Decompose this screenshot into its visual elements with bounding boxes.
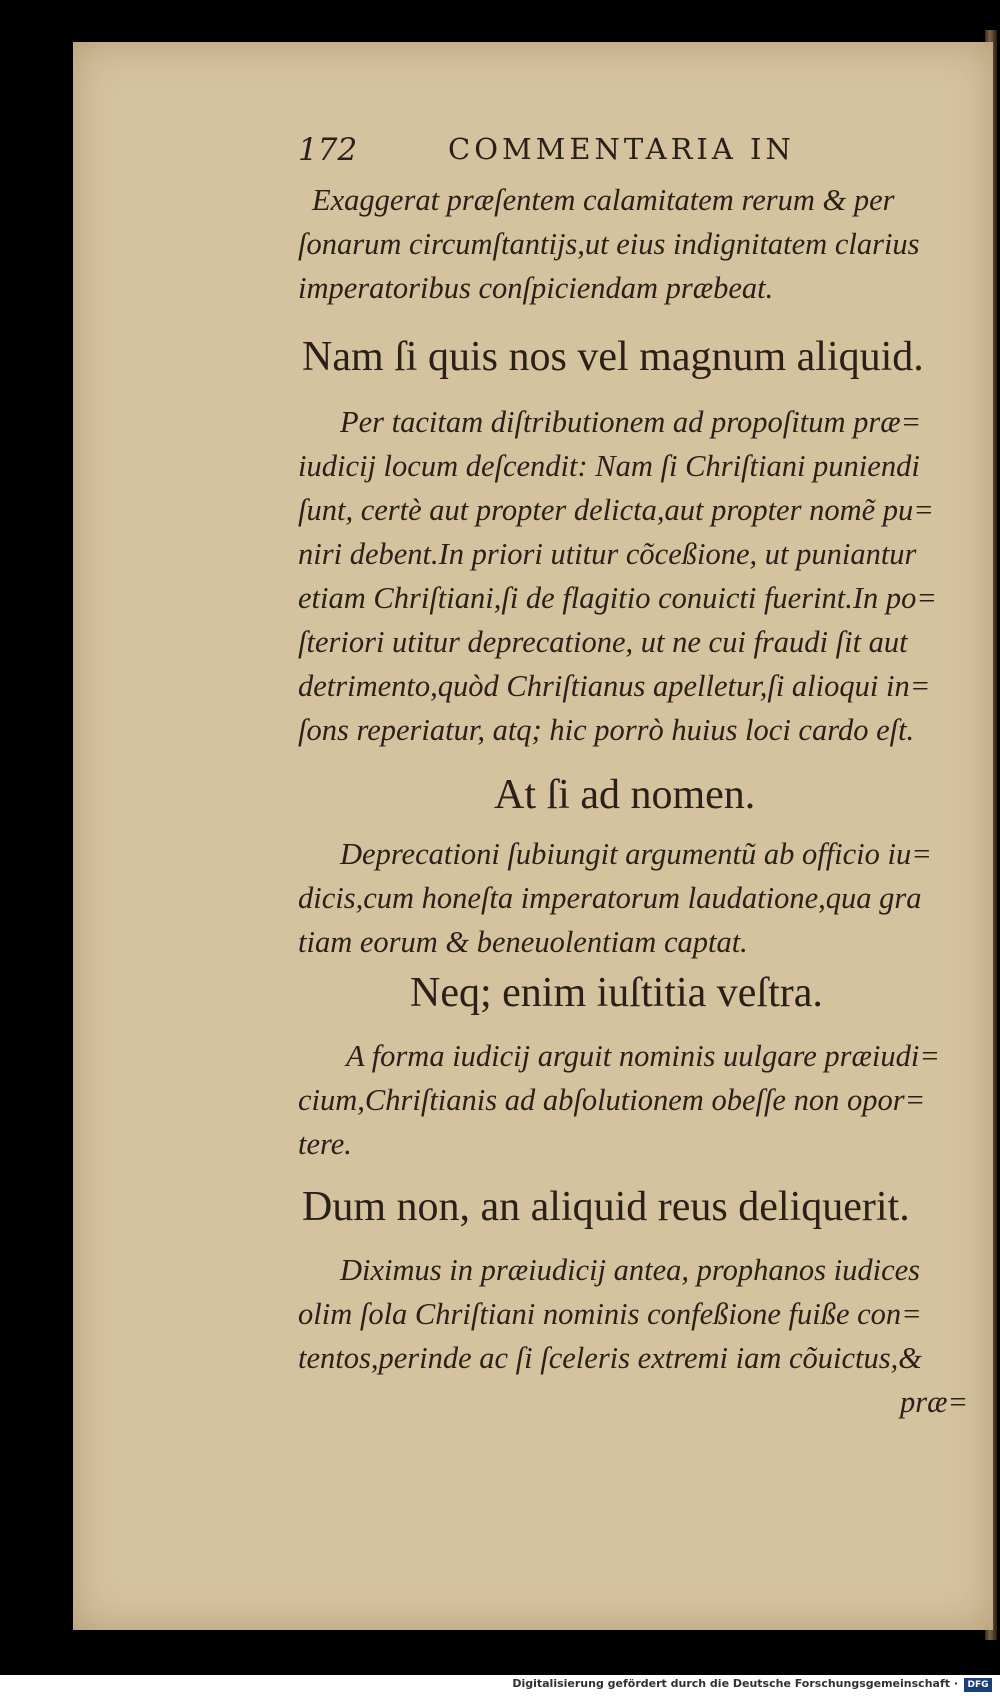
commentary-line: niri debent.In priori utitur cõceßione, ut puniantur xyxy=(298,537,917,571)
commentary-line: tentos,perinde ac ſi ſceleris extremi iam cõuictus,& xyxy=(298,1341,922,1375)
lemma-line: At ſi ad nomen. xyxy=(494,772,756,818)
commentary-line: Exaggerat præſentem calamitatem rerum & per xyxy=(312,183,895,217)
running-head: COMMENTARIA IN xyxy=(448,132,795,166)
commentary-line: dicis,cum honeſta imperatorum laudatione,qua gra xyxy=(298,881,922,915)
commentary-line: detrimento,quòd Chriſtianus apelletur,ſi alioqui in= xyxy=(298,669,931,703)
commentary-line: ſteriori utitur deprecatione, ut ne cui fraudi ſit aut xyxy=(298,625,908,659)
lemma-line: Nam ſi quis nos vel magnum aliquid. xyxy=(302,334,924,380)
lemma-line: Dum non, an aliquid reus deliquerit. xyxy=(302,1184,910,1230)
commentary-line: iudicij locum deſcendit: Nam ſi Chriſtiani puniendi xyxy=(298,449,920,483)
dfg-logo-icon: DFG xyxy=(964,1678,992,1692)
commentary-line: Per tacitam diſtributionem ad propoſitum præ= xyxy=(340,405,922,439)
commentary-line: tiam eorum & beneuolentiam captat. xyxy=(298,925,748,959)
catchword: præ= xyxy=(900,1385,969,1419)
commentary-line: Diximus in præiudicij antea, prophanos iudices xyxy=(340,1253,921,1287)
commentary-line: ſonarum circumſtantijs,ut eius indignitatem clarius xyxy=(298,227,920,261)
commentary-line: ſunt, certè aut propter delicta,aut propter nomẽ pu= xyxy=(298,493,934,527)
page-header xyxy=(298,132,858,172)
commentary-line: cium,Chriſtianis ad abſolutionem obeſſe non opor= xyxy=(298,1083,926,1117)
folio-number: 172 xyxy=(298,132,358,168)
lemma-line: Neq; enim iuſtitia veſtra. xyxy=(410,970,823,1016)
commentary-line: olim ſola Chriſtiani nominis confeßione fuiße con= xyxy=(298,1297,922,1331)
funding-credit: Digitalisierung gefördert durch die Deutsche Forschungsgemeinschaft · xyxy=(512,1677,958,1690)
commentary-line: tere. xyxy=(298,1127,352,1161)
commentary-line: Deprecationi ſubiungit argumentũ ab officio iu= xyxy=(340,837,932,871)
commentary-line: A forma iudicij arguit nominis uulgare præiudi= xyxy=(346,1039,940,1073)
commentary-line: etiam Chriſtiani,ſi de flagitio conuicti fuerint.In po= xyxy=(298,581,938,615)
commentary-line: ſons reperiatur, atq; hic porrò huius loci cardo eſt. xyxy=(298,713,915,747)
commentary-line: imperatoribus conſpiciendam præbeat. xyxy=(298,271,774,305)
digitization-footer xyxy=(0,1675,1000,1696)
